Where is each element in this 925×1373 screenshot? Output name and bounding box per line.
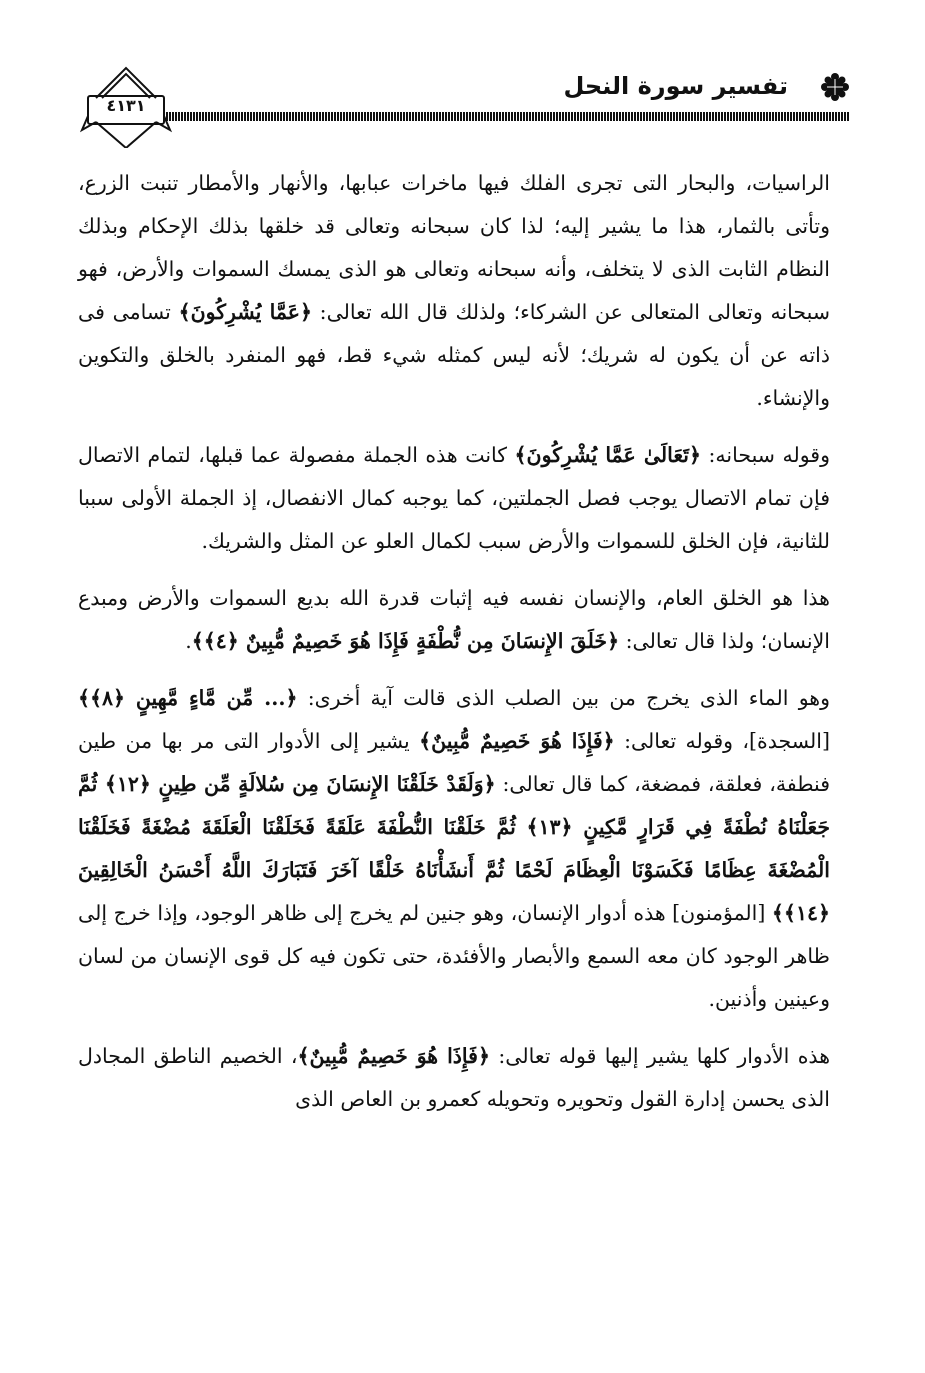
- quran-verse: ﴿... مِّن مَّاءٍ مَّهِينٍ ﴿٨﴾﴾: [78, 686, 298, 710]
- body-text: هذه الأدوار كلها يشير إليها قوله تعالى:: [489, 1044, 831, 1068]
- quran-verse: ﴿فَإِذَا هُوَ خَصِيمٌ مُّبِينٌ﴾: [419, 729, 615, 753]
- flower-ornament-icon: [820, 72, 850, 102]
- body-text: الراسيات، والبحار التى تجرى الفلك فيها ماخرات عبابها، والأنهار والأمطار تنبت الزرع، وتأتى بالثمار، هذا ما يشير إليه؛ لذا كان سبحانه وتعالى قد خلقها بذلك الإحكام وبذلك النظام الثابت الذى لا يتخلف، وأنه سبحانه وتعالى هو الذى يمسك السموات والأرض، فهو سبحانه وتعالى المتعالى عن الشركاء؛ ولذلك قال الله تعالى:: [78, 171, 831, 324]
- quran-verse: ﴿عَمَّا يُشْرِكُونَ﴾: [178, 300, 312, 324]
- body-text: [السجدة]، وقوله تعالى:: [614, 729, 831, 753]
- page-header: [80, 56, 850, 146]
- body-text: يشير إلى الأدوار التى مر بها من طين فنطفة، فعلقة، فمضغة، كما قال تعالى:: [78, 729, 830, 796]
- quran-verse: ﴿وَلَقَدْ خَلَقْنَا الإِنسَانَ مِن سُلالَةٍ مِّن طِينٍ ﴿١٢﴾ ثُمَّ جَعَلْنَاهُ نُطْفَةً فِي قَرَارٍ مَّكِينٍ ﴿١٣﴾ ثُمَّ خَلَقْنَا النُّطْفَةَ عَلَقَةً فَخَلَقْنَا الْعَلَقَةَ مُضْغَةً فَخَلَقْنَا الْمُضْغَةَ عِظَامًا فَكَسَوْنَا الْعِظَامَ لَحْمًا ثُمَّ أَنشَأْنَاهُ خَلْقًا آخَرَ فَتَبَارَكَ اللَّهُ أَحْسَنُ الْخَالِقِينَ ﴿١٤﴾﴾: [78, 772, 830, 925]
- paragraph: [78, 677, 830, 1021]
- body-text: ، الخصيم الناطق المجادل الذى يحسن إدارة القول وتحويره وتحويله كعمرو بن العاص الذى: [78, 1044, 830, 1111]
- header-rule: [166, 112, 850, 121]
- page-body: [78, 162, 830, 1135]
- quran-verse: ﴿خَلَقَ الإِنسَانَ مِن نُّطْفَةٍ فَإِذَا هُوَ خَصِيمٌ مُّبِينٌ ﴿٤﴾﴾: [191, 629, 620, 653]
- body-text: .: [185, 629, 192, 653]
- page-number: ٤١٣١: [106, 96, 146, 115]
- running-head-title: تفسير سورة النحل: [563, 72, 788, 100]
- quran-verse: ﴿تَعَالَىٰ عَمَّا يُشْرِكُونَ﴾: [514, 443, 702, 467]
- body-text: وهو الماء الذى يخرج من بين الصلب الذى قالت آية أخرى:: [297, 686, 830, 710]
- quran-verse: ﴿فَإِذَا هُوَ خَصِيمٌ مُّبِينٌ﴾: [297, 1044, 490, 1068]
- paragraph: [78, 434, 830, 563]
- paragraph: [78, 1035, 830, 1121]
- body-text: هذا هو الخلق العام، والإنسان نفسه فيه إثبات قدرة الله بديع السموات والأرض ومبدع الإنسان؛ ولذا قال تعالى:: [78, 586, 830, 653]
- paragraph: [78, 162, 830, 420]
- page-number-badge: [80, 56, 172, 148]
- body-text: تسامى فى ذاته عن أن يكون له شريك؛ لأنه ليس كمثله شيء قط، فهو المنفرد بالخلق والتكوين والإنشاء.: [78, 300, 830, 410]
- body-text: كانت هذه الجملة مفصولة عما قبلها، لتمام الاتصال فإن تمام الاتصال يوجب فصل الجملتين، كما يوجبه كمال الانفصال، إذ الجملة الأولى سببا للثانية، فإن الخلق للسموات والأرض سبب لكمال العلو عن المثل والشريك.: [78, 443, 830, 553]
- body-text: [المؤمنون] هذه أدوار الإنسان، وهو جنين لم يخرج إلى ظاهر الوجود، وإذا خرج إلى ظاهر الوجود كان معه السمع والأبصار والأفئدة، حتى تكون فيه كل قوى الإنسان من لسان وعينين وأذنين.: [78, 901, 830, 1011]
- paragraph: [78, 577, 830, 663]
- body-text: وقوله سبحانه:: [701, 443, 830, 467]
